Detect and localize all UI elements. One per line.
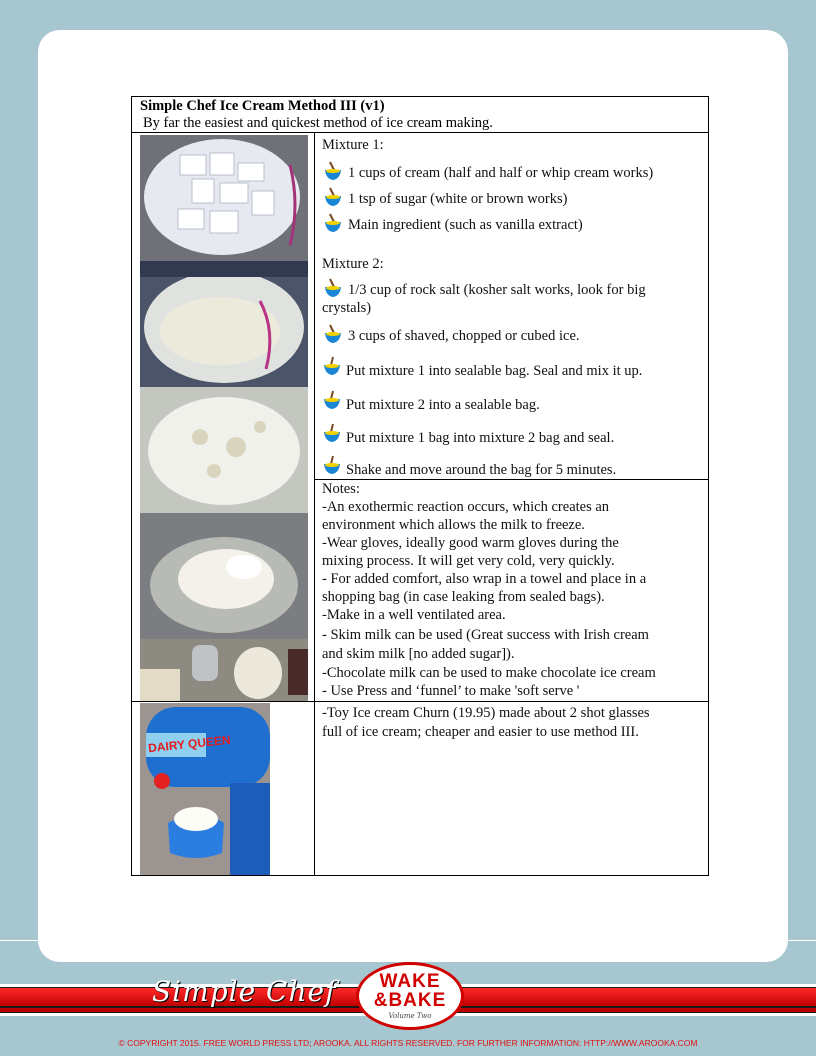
notes-line: - Skim milk can be used (Great success with Irish cream xyxy=(322,627,649,643)
churn-brand-label: DAIRY QUEEN xyxy=(147,732,232,756)
recipe-title: Simple Chef Ice Cream Method III (v1) xyxy=(140,98,385,114)
spoon-bowl-icon xyxy=(322,160,344,182)
churn-row-divider xyxy=(132,701,709,702)
footer-rule xyxy=(0,940,816,941)
spoon-bowl-icon xyxy=(321,454,343,476)
spoon-bowl-icon xyxy=(322,323,344,345)
table-header-row xyxy=(132,97,708,133)
notes-line: shopping bag (in case leaking from sealed bags). xyxy=(322,589,605,605)
notes-heading: Notes: xyxy=(322,481,360,497)
churn-note-line: -Toy Ice cream Churn (19.95) made about 2 shot glasses xyxy=(322,705,650,721)
step-item: Put mixture 1 bag into mixture 2 bag and seal. xyxy=(346,430,615,446)
notes-line: - For added comfort, also wrap in a towel and place in a xyxy=(322,571,647,587)
soft-serve-photo xyxy=(140,639,308,701)
spoon-bowl-icon xyxy=(322,277,344,299)
wake-and-bake-logo xyxy=(356,962,464,1030)
cream-bag-photo xyxy=(140,261,308,387)
badge-bottom-text: &BAKE xyxy=(373,990,447,1011)
spoon-bowl-icon xyxy=(321,422,343,444)
recipe-table xyxy=(131,96,709,876)
mixture1-item: 1 cups of cream (half and half or whip cream works) xyxy=(348,165,654,181)
spoon-bowl-icon xyxy=(322,212,344,234)
column-divider xyxy=(314,132,315,876)
copyright-notice: © COPYRIGHT 2015. FREE WORLD PRESS LTD; AROOKA. ALL RIGHTS RESERVED. FOR FURTHER INFORMATION: HTTP://WWW.AROOKA.COM xyxy=(118,1038,698,1048)
recipe-subtitle: By far the easiest and quickest method of ice cream making. xyxy=(143,115,493,131)
notes-line: -Chocolate milk can be used to make chocolate ice cream xyxy=(322,665,656,681)
notes-line: -An exothermic reaction occurs, which creates an xyxy=(322,499,610,515)
frozen-bag-photo xyxy=(140,387,308,513)
step-item: Put mixture 2 into a sealable bag. xyxy=(346,397,540,413)
mixture2-item-continued: crystals) xyxy=(322,300,372,316)
badge-top-text: WAKE xyxy=(379,971,441,992)
notes-line: -Make in a well ventilated area. xyxy=(322,607,506,623)
ice-cream-churn-photo xyxy=(140,703,270,875)
badge-sub-text: Volume Two xyxy=(388,1012,432,1020)
spoon-bowl-icon xyxy=(321,389,343,411)
notes-divider xyxy=(314,479,709,480)
mixture1-item: 1 tsp of sugar (white or brown works) xyxy=(348,191,568,207)
notes-line: - Use Press and ‘funnel’ to make 'soft serve ' xyxy=(322,683,580,699)
spoon-bowl-icon xyxy=(321,355,343,377)
mixture1-heading: Mixture 1: xyxy=(322,137,384,153)
mixture1-item: Main ingredient (such as vanilla extract) xyxy=(348,217,583,233)
ice-bag-photo xyxy=(140,135,308,261)
simple-chef-logo: Simple Chef xyxy=(152,975,337,1008)
mixture2-item: 3 cups of shaved, chopped or cubed ice. xyxy=(348,328,580,344)
churn-note-line: full of ice cream; cheaper and easier to use method III. xyxy=(322,724,639,740)
ice-cream-bowl-photo xyxy=(140,513,308,639)
notes-line: environment which allows the milk to freeze. xyxy=(322,517,585,533)
step-item: Shake and move around the bag for 5 minutes. xyxy=(346,462,617,478)
step-item: Put mixture 1 into sealable bag. Seal and mix it up. xyxy=(346,363,643,379)
notes-line: mixing process. It will get very cold, very quickly. xyxy=(322,553,615,569)
mixture2-heading: Mixture 2: xyxy=(322,256,384,272)
notes-line: -Wear gloves, ideally good warm gloves during the xyxy=(322,535,619,551)
notes-line: and skim milk [no added sugar]). xyxy=(322,646,515,662)
mixture2-item: 1/3 cup of rock salt (kosher salt works, look for big xyxy=(348,282,646,298)
spoon-bowl-icon xyxy=(322,186,344,208)
